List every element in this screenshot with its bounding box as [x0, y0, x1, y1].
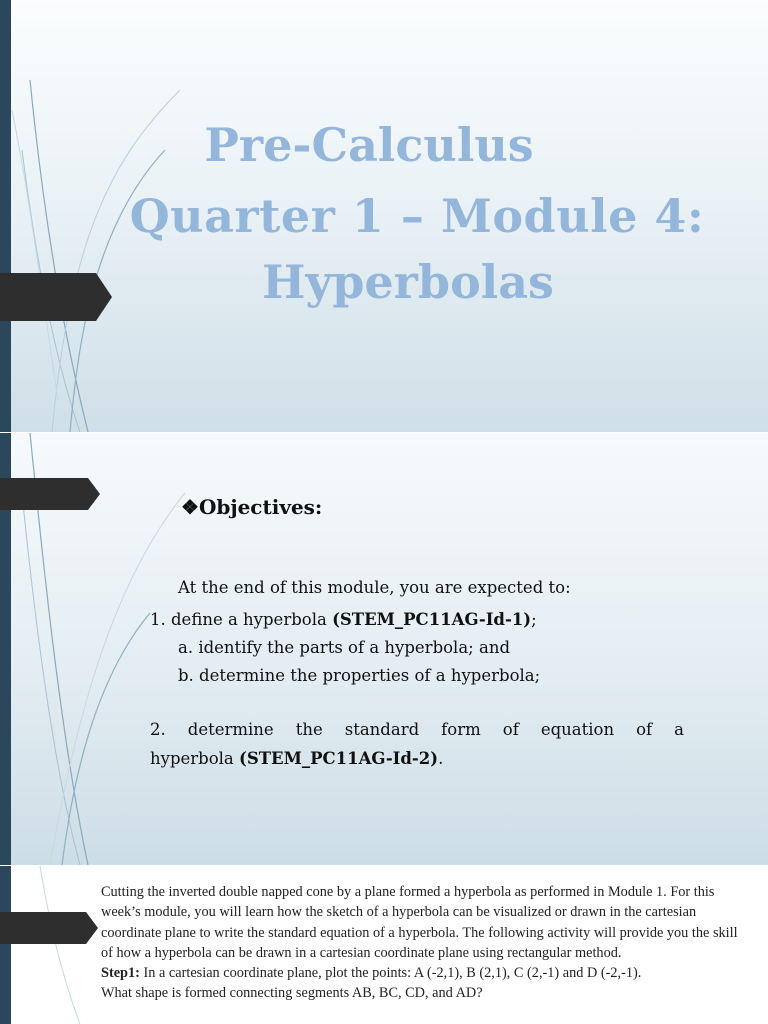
arrow-tab — [0, 912, 98, 944]
competency-code-1: (STEM_PC11AG-Id-1) — [332, 610, 532, 629]
objectives-heading-text: Objectives: — [198, 495, 323, 519]
competency-code-2: (STEM_PC11AG-Id-2) — [239, 749, 439, 768]
objectives-intro: At the end of this module, you are expected to: — [178, 578, 571, 597]
objective-item-2-line-1: 2. determine the standard form of equation of a — [150, 720, 684, 739]
arrow-tab — [0, 478, 100, 510]
objective-item-2-line-2 — [150, 749, 443, 768]
title-slide — [0, 0, 768, 432]
objective-item-1a: a. identify the parts of a hyperbola; and — [178, 638, 511, 657]
step-text: In a cartesian coordinate plane, plot the points: A (-2,1), B (2,1), C (2,-1) and D (-2,-1). — [139, 965, 642, 982]
objective-item-1-suffix: ; — [531, 610, 537, 629]
objective-item-2-suffix: . — [438, 749, 444, 768]
objective-item-1 — [150, 610, 537, 629]
objectives-heading — [181, 495, 322, 519]
title-line-2: Quarter 1 – Module 4: — [129, 189, 705, 243]
step-question: What shape is formed connecting segments AB, BC, CD, and AD? — [101, 985, 483, 1002]
objectives-slide — [0, 433, 768, 865]
title-line-1: Pre-Calculus — [204, 118, 534, 172]
activity-text — [101, 882, 749, 1004]
left-accent-bar — [0, 0, 11, 432]
objective-item-1-text: 1. define a hyperbola — [150, 610, 333, 629]
diamond-bullet-icon: ❖ — [181, 495, 199, 519]
activity-slide — [0, 866, 768, 1024]
title-line-3: Hyperbolas — [262, 255, 554, 309]
objective-item-2-text: hyperbola — [150, 749, 240, 768]
step-label: Step1: — [101, 965, 140, 982]
activity-paragraph: Cutting the inverted double napped cone by a plane formed a hyperbola as performed in Module 1. For this week’s module, you will learn how the sketch of a hyperbola can be visualized or drawn in the cartesian coordinate plane to write the standard equation of a hyperbola. The following activity will provide you the skill of how a hyperbola can be drawn in a cartesian coordinate plane using rectangular method. — [101, 884, 738, 961]
left-accent-bar — [0, 866, 11, 1024]
objective-item-1b: b. determine the properties of a hyperbola; — [178, 666, 541, 685]
